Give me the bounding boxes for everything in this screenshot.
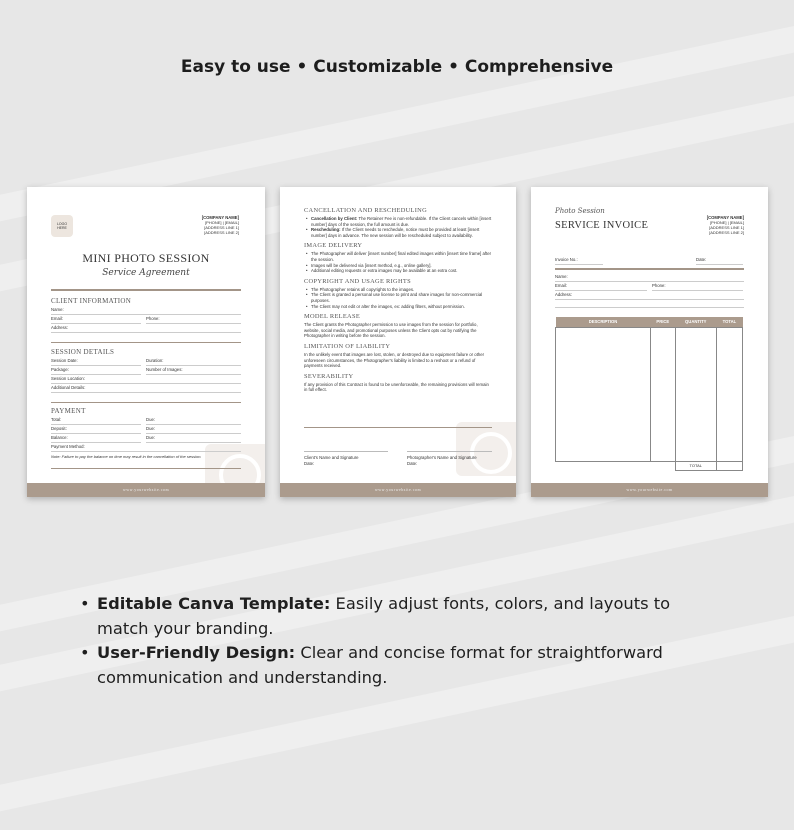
camera-watermark-icon <box>456 422 516 476</box>
table-cell <box>556 327 651 461</box>
list-item <box>304 216 492 227</box>
item-text: The Retainer Fee is non-refundable. If the Client cancels within [insert number] days of the session, the full amount is due. <box>311 216 492 227</box>
package-field: Package: <box>51 367 141 375</box>
signature-label: Client's Name and Signature <box>304 455 359 460</box>
company-info <box>707 215 744 235</box>
invoice-table <box>555 317 743 471</box>
paragraph: In the unlikely event that images are lost, stolen, or destroyed due to equipment failure or other unforeseen circumstances, the Photographer's liability is limited to a reshoot or a refund of payments received. <box>304 351 485 369</box>
feature-label: Editable Canva Template: <box>97 594 331 613</box>
payment-note: Note: Failure to pay the balance on time may result in the cancellation of the session. <box>51 454 202 459</box>
headline: Easy to use • Customizable • Comprehensive <box>180 57 614 77</box>
balance-field: Balance: <box>51 435 141 443</box>
invoice-subtitle: Photo Session <box>555 207 605 215</box>
address-line: [ADDRESS LINE 1] <box>204 225 239 230</box>
footer-url: www.yourwebsite.com <box>280 483 516 497</box>
paragraph: If any provision of this Contract is found to be unenforceable, the remaining provisions will remain in full effect. <box>304 381 489 393</box>
deposit-field: Deposit: <box>51 426 141 434</box>
name-field: Name: <box>51 307 241 315</box>
table-cell <box>651 327 676 461</box>
invoice-number-field: Invoice No.: <box>555 257 603 265</box>
item-label: Rescheduling: <box>311 227 341 233</box>
email-field: Email: <box>51 316 141 324</box>
list-item: • The Client may not edit or alter the images, ex: adding filters, without permission. <box>304 304 492 310</box>
company-name: [COMPANY NAME] <box>201 215 239 220</box>
client-signature <box>304 451 388 467</box>
section-heading: COPYRIGHT AND USAGE RIGHTS <box>304 277 411 285</box>
section-heading: IMAGE DELIVERY <box>304 242 363 250</box>
feature-text: Easily adjust fonts, colors, and layouts to match your branding. <box>97 594 671 638</box>
column-header: QUANTITY <box>675 317 716 327</box>
divider <box>51 342 241 343</box>
feature-list <box>78 592 718 690</box>
company-contact: [PHONE] | [EMAIL] <box>205 220 239 225</box>
date-field: Date: <box>696 257 743 265</box>
list-item: • Images will be delivered via [insert method, e.g., online gallery]. <box>304 263 492 269</box>
date-label: Date: <box>304 461 315 466</box>
section-heading: CLIENT INFORMATION <box>51 297 132 305</box>
feature-text: Clear and concise format for straightforward communication and understanding. <box>97 643 663 687</box>
images-field: Number of Images: <box>146 367 241 375</box>
company-contact: [PHONE] | [EMAIL] <box>710 220 744 225</box>
company-name: [COMPANY NAME] <box>706 215 744 220</box>
invoice-page <box>531 187 768 497</box>
document-title: MINI PHOTO SESSION <box>82 251 210 265</box>
address-line: [ADDRESS LINE 2] <box>204 230 239 235</box>
due-field: Due: <box>146 417 241 425</box>
list-item: • The Photographer retains all copyrights to the images. <box>304 287 492 293</box>
phone-field: Phone: <box>146 316 241 324</box>
footer-url: www.yourwebsite.com <box>27 483 265 497</box>
document-subtitle: Service Agreement <box>102 268 190 278</box>
agreement-page <box>27 187 265 497</box>
list-item: • Additional editing requests or extra images may be available at an extra cost. <box>304 268 492 274</box>
duration-field: Duration: <box>146 358 241 366</box>
column-header: PRICE <box>651 317 676 327</box>
section-heading: PAYMENT <box>51 407 86 415</box>
feature-label: User-Friendly Design: <box>97 643 296 662</box>
divider <box>304 427 492 428</box>
additional-field: Additional Details: <box>51 385 241 393</box>
feature-item <box>78 641 718 690</box>
table-cell <box>716 327 742 461</box>
date-label: Date: <box>407 461 418 466</box>
list-item <box>304 227 492 238</box>
payment-method-field: Payment Method: <box>51 444 241 452</box>
section-heading: SESSION DETAILS <box>51 348 115 356</box>
signature-label: Photographer's Name and Signature <box>407 455 477 460</box>
total-label: TOTAL <box>675 461 716 470</box>
list-item: • The Client is granted a personal use license to print and share images for non-commercial purposes. <box>304 292 492 303</box>
due-field: Due: <box>146 426 241 434</box>
location-field: Session Location: <box>51 376 241 384</box>
divider <box>555 268 744 270</box>
divider <box>51 468 241 469</box>
address-line: [ADDRESS LINE 1] <box>709 225 744 230</box>
section-heading: MODEL RELEASE <box>304 313 361 321</box>
divider <box>51 289 241 291</box>
photographer-signature <box>407 451 492 467</box>
feature-item <box>78 592 718 641</box>
name-field: Name: <box>555 274 744 282</box>
footer-url: www.yourwebsite.com <box>531 483 768 497</box>
email-field: Email: <box>555 283 647 291</box>
address-field: Address: <box>51 325 241 333</box>
item-label: Cancellation by Client: <box>311 216 358 221</box>
total-field: Total: <box>51 417 141 425</box>
terms-content <box>304 203 492 393</box>
list-item: • The Photographer will deliver [insert number] final edited images within [insert time frame] after the session. <box>304 251 492 262</box>
table-cell <box>651 461 676 470</box>
due-field: Due: <box>146 435 241 443</box>
paragraph: The Client grants the Photographer permission to use images from the session for portfolio, website, social media, and promotional purposes unless the Client opts out by notifying the Photographer in writing before the session. <box>304 322 478 339</box>
terms-page <box>280 187 516 497</box>
invoice-title: SERVICE INVOICE <box>555 220 649 231</box>
address-line: [ADDRESS LINE 2] <box>709 230 744 235</box>
section-heading: SEVERABILITY <box>304 372 354 380</box>
section-heading: CANCELLATION AND RESCHEDULING <box>304 207 428 214</box>
session-date-field: Session Date: <box>51 358 141 366</box>
table-cell <box>675 327 716 461</box>
section-heading: LIMITATION OF LIABILITY <box>304 342 391 350</box>
column-header: TOTAL <box>716 317 742 327</box>
total-cell <box>716 461 742 470</box>
table-cell <box>556 461 651 470</box>
logo-placeholder: LOGO HERE <box>51 215 73 237</box>
column-header: DESCRIPTION <box>556 317 651 327</box>
company-info <box>202 215 239 235</box>
divider <box>555 307 744 308</box>
phone-field: Phone: <box>652 283 743 291</box>
item-text: If the Client needs to reschedule, notice must be provided at least [insert number] days in advance. The new session will be rescheduled subject to availability. <box>311 227 480 238</box>
address-field: Address: <box>555 292 744 300</box>
divider <box>51 402 241 403</box>
